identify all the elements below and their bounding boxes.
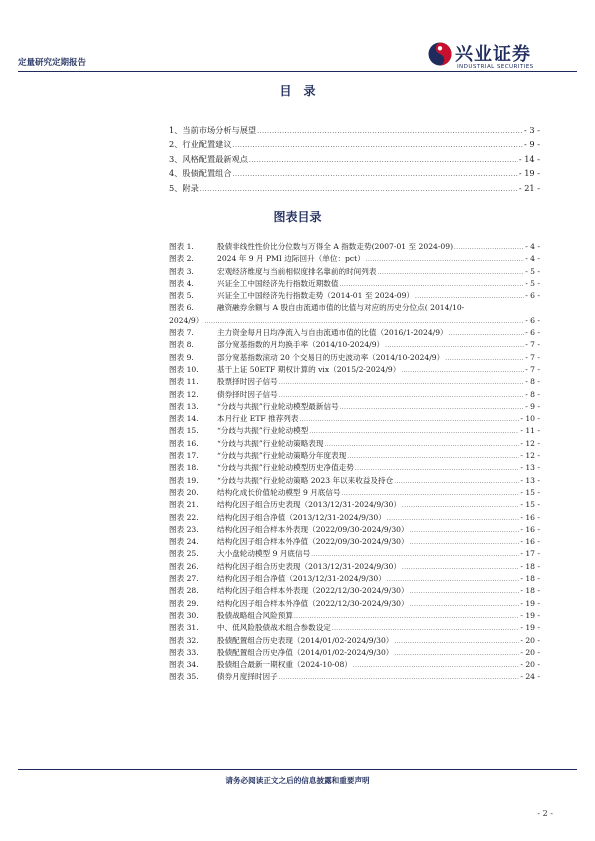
figure-entry-number: 图表 28.	[169, 586, 199, 596]
toc-entry[interactable]	[169, 139, 540, 153]
figure-entry-label[interactable]: 结构化因子组合样本外表现（2022/12/30-2024/9/30）	[217, 586, 409, 596]
figure-entry-page: - 7 -	[525, 340, 540, 350]
figure-entry-page: - 6 -	[525, 315, 540, 325]
figure-entry-label[interactable]: 部分宽基指数的月均换手率（2014/10-2024/9）	[217, 340, 385, 350]
figure-entry-page: - 16 -	[520, 537, 540, 547]
figure-entry[interactable]	[169, 241, 540, 253]
figure-entry-label[interactable]: 股票择时因子信号	[217, 377, 278, 387]
figure-entry[interactable]	[169, 364, 540, 376]
dot-leader	[347, 454, 519, 460]
dot-leader	[394, 651, 519, 657]
dot-leader	[385, 343, 524, 349]
dot-leader	[332, 626, 519, 632]
figure-entry[interactable]	[169, 376, 540, 388]
logo-chinese-name: 兴业证券	[455, 44, 531, 65]
figure-entry[interactable]	[169, 352, 540, 364]
figure-entry-page: - 7 -	[525, 364, 540, 374]
figure-entry-page: - 4 -	[525, 242, 540, 251]
figure-entry-label[interactable]: “分歧与共振”行业轮动策略 2023 年以来收益及持仓	[217, 475, 394, 485]
toc-entry-page: - 3 -	[524, 125, 540, 135]
dot-leader	[279, 675, 520, 681]
figure-entry-page: - 6 -	[525, 291, 540, 301]
figure-entry-page: - 13 -	[520, 475, 540, 485]
figure-entry-number: 图表 4.	[169, 278, 194, 288]
figure-entry-number: 图表 10.	[169, 364, 199, 374]
dot-leader	[415, 294, 524, 300]
figure-entry-number: 图表 25.	[169, 549, 199, 559]
industrial-securities-logo-icon	[428, 41, 452, 67]
figure-entry-page: - 15 -	[520, 500, 540, 510]
dot-leader	[233, 142, 524, 149]
figure-entry[interactable]	[169, 487, 540, 499]
figure-entry-label[interactable]: “分歧与共振”行业轮动模型	[217, 426, 309, 436]
figure-entry-number: 图表 8.	[169, 340, 194, 350]
figure-entry-page: - 16 -	[520, 524, 540, 534]
figure-entry-number: 图表 3.	[169, 266, 194, 276]
dot-leader	[279, 393, 524, 399]
figure-entry-label[interactable]: 结构化因子组合净值（2013/12/31-2024/9/30）	[217, 574, 386, 584]
toc-entry-page: - 14 -	[518, 153, 540, 164]
figure-entry-number: 图表 33.	[169, 647, 199, 657]
figure-entry-number: 图表 30.	[169, 610, 199, 620]
figure-entry-label[interactable]: 股债战略组合风险预算	[217, 610, 293, 620]
dot-leader	[340, 282, 525, 288]
dot-leader	[410, 602, 520, 608]
figure-entry-label[interactable]: 2024 年 9 月 PMI 边际回升（单位：pct）	[217, 254, 365, 264]
figure-entry-number: 图表 5.	[169, 291, 194, 301]
toc-entry-label[interactable]: 3、风格配置最新观点	[169, 153, 248, 164]
figure-entry[interactable]	[169, 327, 540, 339]
figure-entry-label[interactable]: “分歧与共振”行业轮动模型最新信号	[217, 401, 339, 411]
dot-leader	[445, 356, 524, 362]
figure-entry[interactable]	[169, 450, 540, 462]
figure-entry[interactable]	[169, 438, 540, 450]
dot-leader	[394, 479, 519, 485]
figure-entry[interactable]	[169, 610, 540, 622]
figure-entry-page: - 11 -	[520, 426, 540, 436]
dot-leader	[410, 589, 520, 595]
dot-leader	[377, 270, 524, 276]
figure-entry-label[interactable]: “分歧与共振”行业轮动策略分年度表现	[217, 451, 347, 461]
dot-leader	[324, 442, 519, 448]
figure-entry-page: - 4 -	[525, 254, 540, 264]
figure-entry-number: 图表 22.	[169, 512, 199, 522]
figure-entry[interactable]	[169, 413, 540, 425]
figure-entry-number: 图表 16.	[169, 438, 199, 448]
figure-entry-label[interactable]: 融资融券余额与 A 股自由流通市值的比值与对应的历史分位点( 2014/10-	[217, 303, 465, 313]
dot-leader	[299, 417, 519, 423]
figure-entry-page: - 17 -	[520, 549, 540, 559]
figure-entry-label[interactable]: 结构化因子组合历史表现（2013/12/31-2024/9/30）	[217, 500, 401, 510]
dot-leader	[387, 577, 520, 583]
page-number: - 2 -	[537, 809, 553, 818]
figure-entry-number: 图表 21.	[169, 500, 199, 510]
figure-entry-label[interactable]: 兴证全工中国经济先行指数走势（2014-01 至 2024-09）	[217, 291, 415, 301]
figure-entry-page: - 20 -	[520, 647, 540, 657]
toc-entry[interactable]	[169, 154, 540, 168]
dot-leader	[311, 552, 519, 558]
dot-leader	[204, 319, 524, 325]
figure-entry-number: 图表 31.	[169, 623, 199, 633]
figure-entry-label[interactable]: 股债配置组合历史表现（2014/01/02-2024/9/30）	[217, 635, 394, 645]
figure-entry-label[interactable]: 主力资金每月日均净流入与自由流通市值的比值（2016/1-2024/9）	[217, 328, 448, 338]
figure-entry-page: - 6 -	[525, 328, 540, 338]
figure-entry-label[interactable]: “分歧与共振”行业轮动策略表现	[217, 438, 324, 448]
toc-entry-label[interactable]: 1、当前市场分析与展望	[169, 125, 257, 135]
figure-entry-label[interactable]: 股债非线性性价比分位数与万得全 A 指数走势(2007-01 至 2024-09)	[217, 242, 454, 251]
toc-entry-label[interactable]: 5、附录	[169, 182, 199, 193]
figure-entry[interactable]	[169, 278, 540, 290]
figure-entry-number: 图表 24.	[169, 537, 199, 547]
figure-entry-label[interactable]: 股债组合最新一期权重（2024-10-08）	[217, 660, 352, 670]
figure-entry-number: 图表 7.	[169, 328, 194, 338]
toc-entry[interactable]	[169, 125, 540, 139]
toc-entry[interactable]	[169, 168, 540, 182]
figure-entry-label[interactable]: 2024/9）	[169, 315, 204, 325]
disclaimer-note: 请务必阅读正文之后的信息披露和重要声明	[225, 776, 370, 785]
figure-entry[interactable]	[169, 635, 540, 647]
figure-entry-page: - 18 -	[520, 561, 540, 571]
figure-entry-number: 图表 29.	[169, 598, 199, 608]
figure-entry-number: 图表 23.	[169, 524, 199, 534]
figure-entry-label[interactable]: 宏观经济维度与当前相似度排名靠前的时间列表	[217, 266, 377, 276]
dot-leader	[257, 128, 523, 135]
figure-entry-label[interactable]: 结构化成长价值轮动模型 9 月底信号	[217, 487, 341, 497]
figure-entry-number: 图表 14.	[169, 414, 199, 424]
figure-entry-page: - 5 -	[525, 278, 540, 288]
toc-title: 目 录	[279, 84, 316, 98]
figure-entry-label[interactable]: “分歧与共振”行业轮动模型历史净值走势	[217, 463, 354, 473]
dot-leader	[233, 171, 518, 178]
figure-entry-number: 图表 32.	[169, 635, 199, 645]
figure-entry[interactable]	[169, 622, 540, 634]
figure-entry-page: - 19 -	[520, 610, 540, 620]
figure-entry-page: - 19 -	[520, 598, 540, 608]
dot-leader	[249, 157, 518, 164]
figure-entry-label[interactable]: 债券择时因子信号	[217, 389, 278, 399]
figure-entry-number: 图表 12.	[169, 389, 199, 399]
dot-leader	[454, 245, 524, 251]
figure-entry-page: - 20 -	[520, 660, 540, 670]
figure-entry[interactable]	[169, 598, 540, 610]
figure-entry[interactable]	[169, 475, 540, 487]
figure-entry-number: 图表 17.	[169, 451, 199, 461]
figure-entry-label[interactable]: 兴证全工中国经济先行指数近期数值	[217, 278, 339, 288]
dot-leader	[402, 503, 519, 509]
toc-entry-label[interactable]: 4、股债配置组合	[169, 168, 232, 179]
figure-entry-page: - 8 -	[525, 377, 540, 387]
dot-leader	[366, 257, 524, 263]
dot-leader	[200, 186, 518, 193]
figure-entry-page: - 12 -	[520, 438, 540, 448]
figure-entry[interactable]	[169, 389, 540, 401]
figure-entry-label[interactable]: 股债配置组合历史净值（2014/01/02-2024/9/30）	[217, 647, 394, 657]
dot-leader	[309, 429, 519, 435]
figure-entry-label[interactable]: 债券月度择时因子	[217, 672, 278, 682]
figure-list	[169, 241, 540, 684]
figure-entry-number: 图表 1.	[169, 242, 194, 251]
figure-entry-number: 图表 9.	[169, 352, 194, 362]
figure-entry[interactable]	[169, 647, 540, 659]
figure-entry[interactable]	[169, 253, 540, 265]
figure-entry-page: - 9 -	[525, 401, 540, 411]
figure-entry-number: 图表 18.	[169, 463, 199, 473]
toc-entry-page: - 21 -	[518, 182, 540, 193]
figure-entry[interactable]	[169, 561, 540, 573]
dot-leader	[294, 614, 519, 620]
figure-entry-label[interactable]: 大小盘轮动模型 9 月底信号	[217, 549, 311, 559]
figure-entry[interactable]	[169, 339, 540, 351]
figure-entry-page: - 10 -	[520, 414, 540, 424]
figure-list-title: 图表目录	[273, 210, 322, 224]
dot-leader	[342, 491, 520, 497]
dot-leader	[410, 540, 520, 546]
figure-entry-page: - 18 -	[520, 586, 540, 596]
figure-entry-label[interactable]: 结构化因子组合净值（2013/12/31-2024/9/30）	[217, 512, 386, 522]
figure-entry-page: - 15 -	[520, 487, 540, 497]
dot-leader	[449, 331, 525, 337]
figure-entry[interactable]	[169, 585, 540, 597]
dot-leader	[387, 516, 520, 522]
figure-entry-page: - 24 -	[520, 672, 540, 682]
figure-entry-continuation[interactable]	[169, 315, 540, 327]
figure-entry-number: 图表 19.	[169, 475, 199, 485]
figure-entry-page: - 18 -	[520, 574, 540, 584]
figure-entry-page: - 16 -	[520, 512, 540, 522]
toc-entry-label[interactable]: 2、行业配置建议	[169, 139, 232, 150]
figure-entry-number: 图表 20.	[169, 487, 199, 497]
toc-entry-page: - 9 -	[524, 139, 540, 150]
dot-leader	[394, 639, 519, 645]
figure-entry-page: - 20 -	[520, 635, 540, 645]
dot-leader	[410, 528, 520, 534]
figure-entry[interactable]	[169, 536, 540, 548]
figure-entry[interactable]	[169, 266, 540, 278]
figure-entry-label[interactable]: 结构化因子组合样本外净值（2022/09/30-2024/9/30）	[217, 537, 409, 547]
figure-entry-page: - 8 -	[525, 389, 540, 399]
figure-entry-page: - 19 -	[520, 623, 540, 633]
figure-entry-label[interactable]: 基于上证 50ETF 期权计算的 vix（2015/2-2024/9）	[217, 364, 401, 374]
figure-entry[interactable]	[169, 290, 540, 302]
figure-entry-number: 图表 34.	[169, 660, 199, 670]
figure-entry[interactable]	[169, 302, 540, 314]
figure-entry-label[interactable]: 中、低风险股债战术组合参数设定	[217, 623, 331, 633]
toc-entry[interactable]	[169, 183, 540, 197]
figure-entry-label[interactable]: 本月行业 ETF 推荐列表	[217, 414, 299, 424]
footer-rule	[18, 769, 577, 770]
figure-entry-page: - 7 -	[525, 352, 540, 362]
header-rule	[18, 71, 577, 72]
figure-entry-number: 图表 11.	[169, 377, 199, 387]
table-of-contents	[169, 125, 540, 197]
figure-entry[interactable]	[169, 573, 540, 585]
figure-entry-number: 图表 13.	[169, 401, 199, 411]
figure-entry[interactable]	[169, 401, 540, 413]
figure-entry[interactable]	[169, 462, 540, 474]
dot-leader	[355, 466, 520, 472]
figure-entry[interactable]	[169, 671, 540, 683]
figure-entry[interactable]	[169, 425, 540, 437]
figure-entry-number: 图表 35.	[169, 672, 199, 682]
figure-entry[interactable]	[169, 524, 540, 536]
company-logo	[428, 40, 558, 74]
report-type-label: 定量研究定期报告	[18, 58, 87, 68]
figure-entry-number: 图表 2.	[169, 254, 194, 264]
figure-entry-number: 图表 27.	[169, 574, 199, 584]
figure-entry-number: 图表 6.	[169, 303, 194, 313]
dot-leader	[401, 368, 524, 374]
figure-entry-number: 图表 26.	[169, 561, 199, 571]
dot-leader	[279, 380, 524, 386]
figure-entry[interactable]	[169, 548, 540, 560]
figure-entry-number: 图表 15.	[169, 426, 199, 436]
figure-entry-label[interactable]: 部分宽基指数滚动 20 个交易日的历史波动率（2014/10-2024/9）	[217, 352, 445, 362]
figure-entry-page: - 12 -	[520, 451, 540, 461]
toc-entry-page: - 19 -	[518, 168, 540, 179]
dot-leader	[340, 405, 525, 411]
figure-entry-label[interactable]: 结构化因子组合样本外表现（2022/09/30-2024/9/30）	[217, 524, 409, 534]
figure-entry-page: - 13 -	[520, 463, 540, 473]
dot-leader	[353, 663, 519, 669]
figure-entry[interactable]	[169, 499, 540, 511]
figure-entry-label[interactable]: 结构化因子组合历史表现（2013/12/31-2024/9/30）	[217, 561, 401, 571]
figure-entry-page: - 5 -	[525, 266, 540, 276]
figure-entry[interactable]	[169, 512, 540, 524]
dot-leader	[402, 565, 519, 571]
figure-entry-label[interactable]: 结构化因子组合样本外净值（2022/12/30-2024/9/30）	[217, 598, 409, 608]
logo-english-name: INDUSTRIAL SECURITIES	[457, 64, 534, 70]
figure-entry[interactable]	[169, 659, 540, 671]
